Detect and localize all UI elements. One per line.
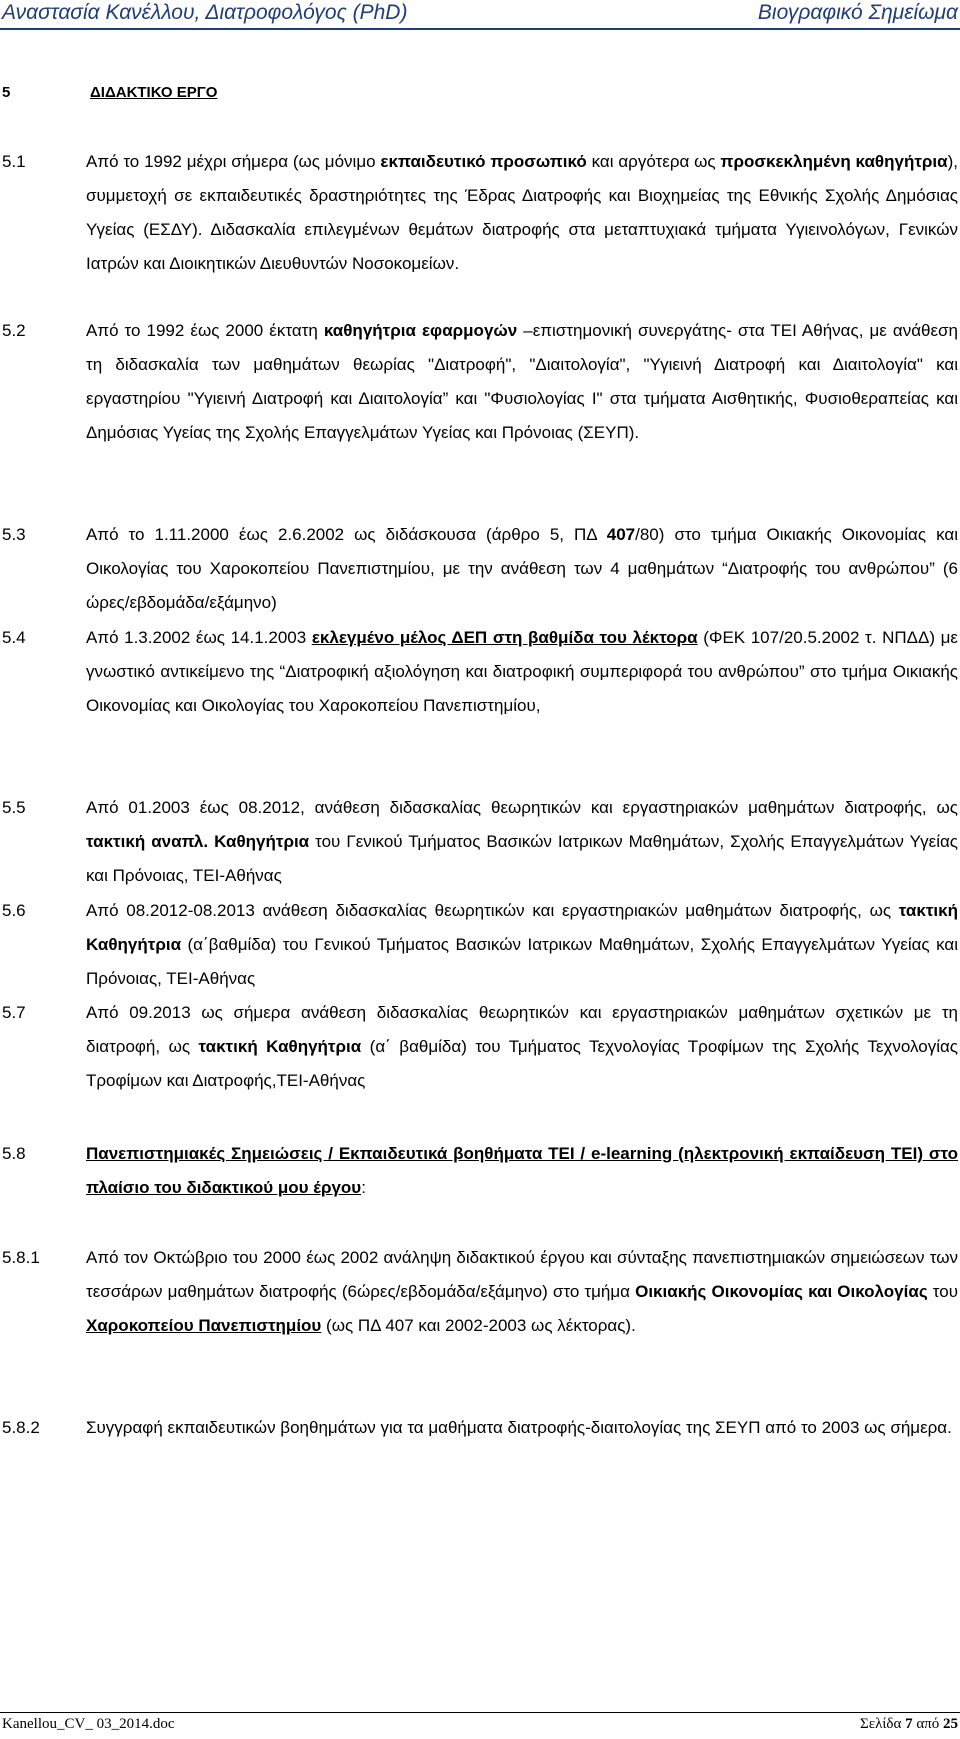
item-5-7 [0, 996, 958, 1098]
item-5-1 [0, 145, 958, 281]
page-total: 25 [943, 1716, 958, 1732]
header-doc-type: Βιογραφικό Σημείωμα [757, 1, 958, 24]
item-text: Από το 1992 έως 2000 έκτατη καθηγήτρια εφαρμογών –επιστημονική συνεργάτης- στα ΤΕΙ Αθήνας, με ανάθεση τη διδασκαλία των μαθημάτων θεωρίας "Διατροφή", "Διαιτολογία", "Υγιεινή Διατροφή και Διαιτολογία" και εργαστηρίου "Υγιεινή Διατροφή και Διαιτολογία” και "Φυσιολογίας Ι" στα τμήματα Αισθητικής, Φυσιοθεραπείας και Δημόσιας Υγείας της Σχολής Επαγγελμάτων Υγείας και Πρόνοιας (ΣΕΥΠ). [86, 321, 958, 442]
footer-filename: Kanellou_CV_ 03_2014.doc [2, 1716, 175, 1732]
item-number: 5.1 [2, 152, 26, 171]
item-number: 5.3 [2, 525, 26, 544]
item-5-5 [0, 791, 958, 893]
item-text: Από 1.3.2002 έως 14.1.2003 εκλεγμένο μέλος ΔΕΠ στη βαθμίδα του λέκτορα (ΦΕΚ 107/20.5.2002 τ. ΝΠΔΔ) με γνωστικό αντικείμενο της “Διατροφική αξιολόγηση και διατροφική συμπεριφορά του ανθρώπου” στο τμήμα Οικιακής Οικονομίας και Οικολογίας του Χαροκοπείου Πανεπιστημίου, [86, 628, 959, 715]
page-header [0, 0, 960, 30]
item-number: 5.8.2 [2, 1418, 40, 1437]
section-title: ΔΙΔΑΚΤΙΚΟ ΕΡΓΟ [90, 84, 218, 101]
item-text: Πανεπιστημιακές Σημειώσεις / Εκπαιδευτικά βοηθήματα ΤΕΙ / e-learning (ηλεκτρονική εκπαίδευση ΤΕΙ) στο πλαίσιο του διδακτικού μου έργου: [86, 1144, 958, 1197]
item-5-4 [0, 621, 958, 723]
item-5-6 [0, 894, 958, 996]
item-text: Από τον Οκτώβριο του 2000 έως 2002 ανάληψη διδακτικού έργου και σύνταξης πανεπιστημιακών σημειώσεων των τεσσάρων μαθημάτων διατροφής (6ώρες/εβδομάδα/εξάμηνο) στο τμήμα Οικιακής Οικονομίας και Οικολογίας του Χαροκοπείου Πανεπιστημίου (ως ΠΔ 407 και 2002-2003 ως λέκτορας). [86, 1248, 958, 1335]
item-text: Από 08.2012-08.2013 ανάθεση διδασκαλίας θεωρητικών και εργαστηριακών μαθημάτων διατροφής, ως τακτική Καθηγήτρια (α΄βαθμίδα) του Γενικού Τμήματος Βασικών Ιατρικων Μαθημάτων, Σχολής Επαγγελμάτων Υγείας και Πρόνοιας, ΤΕΙ-Αθήνας [86, 901, 958, 988]
item-text: Από το 1992 μέχρι σήμερα (ως μόνιμο εκπαιδευτικό προσωπικό και αργότερα ως προσκεκλημένη καθηγήτρια), συμμετοχή σε εκπαιδευτικές δραστηριότητες της Έδρας Διατροφής και Βιοχημείας της Εθνικής Σχολής Δημόσιας Υγείας (ΕΣΔΥ). Διδασκαλία επιλεγμένων θεμάτων διατροφής στα μεταπτυχιακά τμήματα Υγιεινολόγων, Γενικών Ιατρών και Διοικητικών Διευθυντών Νοσοκομείων. [86, 152, 958, 273]
item-number: 5.5 [2, 798, 26, 817]
page-current: 7 [905, 1716, 913, 1732]
item-5-8-1 [0, 1241, 958, 1343]
header-rule [0, 28, 960, 30]
item-number: 5.2 [2, 321, 26, 340]
item-5-3 [0, 518, 958, 620]
item-text: Από 01.2003 έως 08.2012, ανάθεση διδασκαλίας θεωρητικών και εργαστηριακών μαθημάτων διατροφής, ως τακτική αναπλ. Καθηγήτρια του Γενικού Τμήματος Βασικών Ιατρικων Μαθημάτων, Σχολής Επαγγελμάτων Υγείας και Πρόνοιας, ΤΕΙ-Αθήνας [86, 798, 958, 885]
section-number: 5 [2, 84, 11, 101]
page-counter: Σελίδα 7 από 25 [860, 1716, 958, 1732]
item-number: 5.6 [2, 901, 26, 920]
footer-rule [0, 1712, 960, 1713]
item-number: 5.4 [2, 628, 26, 647]
item-number: 5.8 [2, 1144, 26, 1163]
header-author: Αναστασία Κανέλλου, Διατροφολόγος (PhD) [2, 1, 408, 24]
page-footer [0, 1712, 960, 1739]
item-number: 5.8.1 [2, 1248, 40, 1267]
item-5-8 [0, 1137, 958, 1205]
item-5-2 [0, 314, 958, 450]
section-heading [2, 84, 217, 101]
item-5-8-2 [0, 1411, 958, 1445]
item-number: 5.7 [2, 1003, 26, 1022]
item-text: Συγγραφή εκπαιδευτικών βοηθημάτων για τα μαθήματα διατροφής-διαιτολογίας της ΣΕΥΠ από το 2003 ως σήμερα. [86, 1418, 952, 1437]
item-text: Από το 1.11.2000 έως 2.6.2002 ως διδάσκουσα (άρθρο 5, ΠΔ 407/80) στο τμήμα Οικιακής Οικονομίας και Οικολογίας του Χαροκοπείου Πανεπιστημίου, με την ανάθεση των 4 μαθημάτων “Διατροφής του ανθρώπου” (6 ώρες/εβδομάδα/εξάμηνο) [86, 525, 958, 612]
item-text: Από 09.2013 ως σήμερα ανάθεση διδασκαλίας θεωρητικών και εργαστηριακών μαθημάτων σχετικών με τη διατροφή, ως τακτική Καθηγήτρια (α΄ βαθμίδα) του Τμήματος Τεχνολογίας Τροφίμων της Σχολής Τεχνολογίας Τροφίμων και Διατροφής,ΤΕΙ-Αθήνας [86, 1003, 958, 1090]
